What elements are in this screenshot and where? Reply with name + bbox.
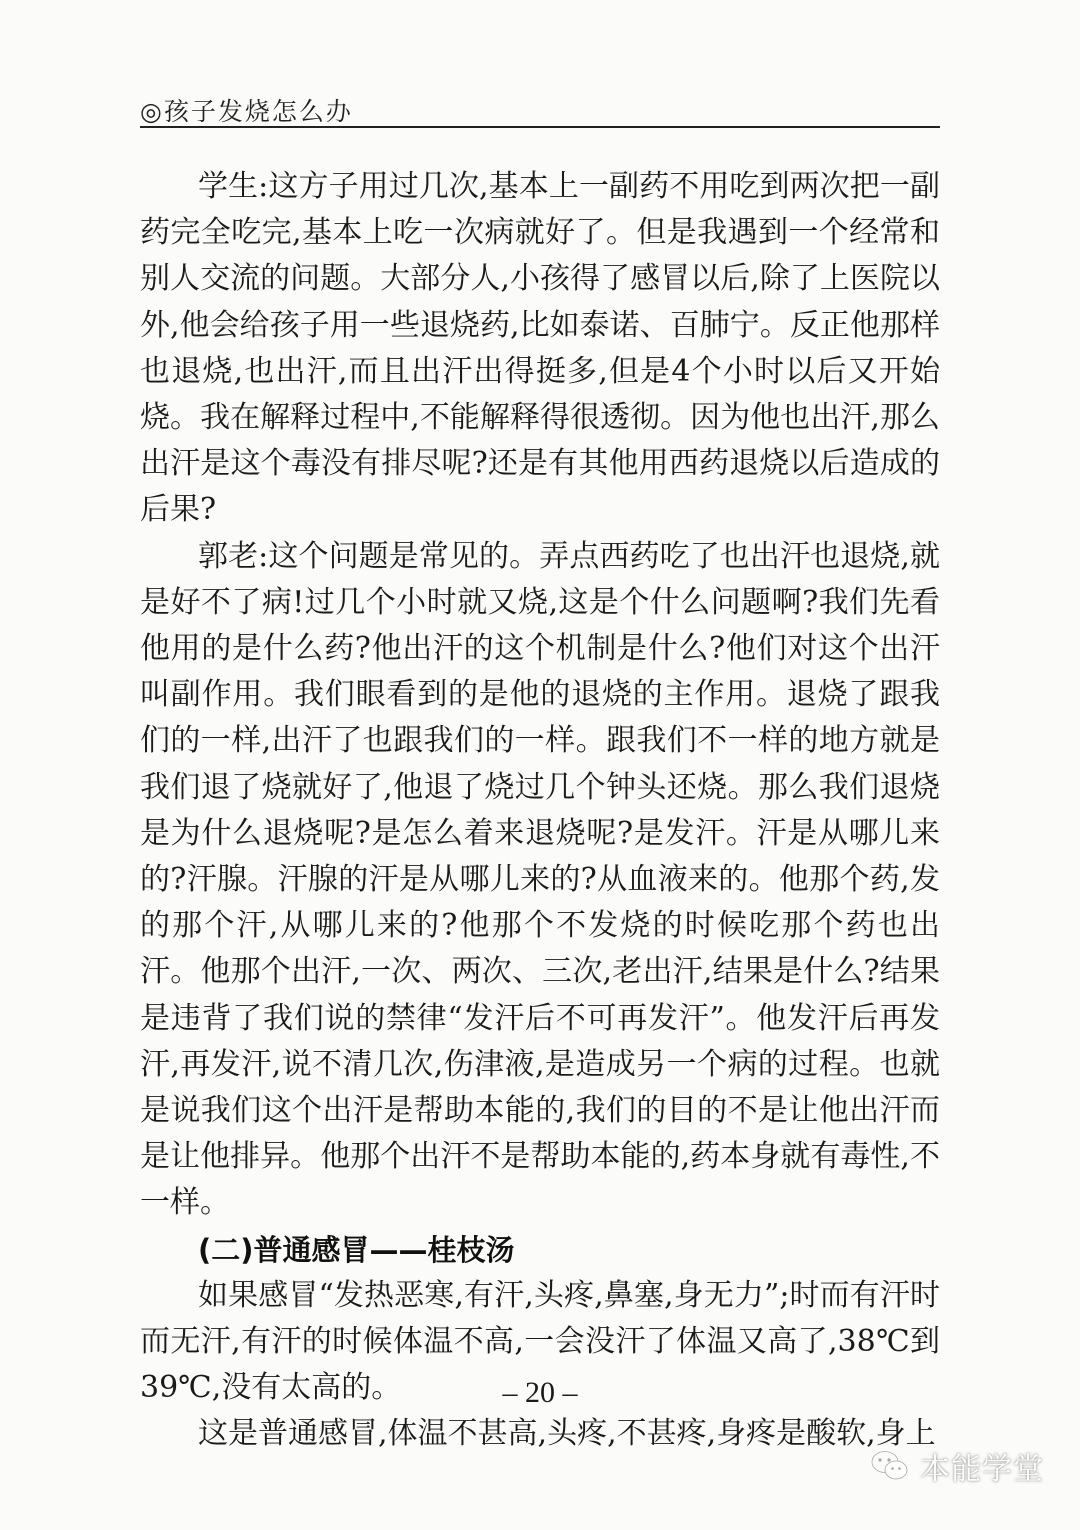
paragraph-guo-answer: 郭老:这个问题是常见的。弄点西药吃了也出汗也退烧,就是好不了病!过几个小时就又烧,这是个什么问题啊?我们先看他用的是什么药?他出汗的这个机制是什么?他们对这个出汗叫副作用。我们眼看到的是他的退烧的主作用。退烧了跟我们的一样,出汗了也跟我们的一样。跟我们不一样的地方就是我们退了烧就好了,他退了烧过几个钟头还烧。那么我们退烧是为什么退烧呢?是怎么着来退烧呢?是发汗。汗是从哪儿来的?汗腺。汗腺的汗是从哪儿来的?从血液来的。他那个药,发的那个汗,从哪儿来的?他那个不发烧的时候吃那个药也出汗。他那个出汗,一次、两次、三次,老出汗,结果是什么?结果是违背了我们说的禁律“发汗后不可再发汗”。他发汗后再发汗,再发汗,说不清几次,伤津液,是造成另一个病的过程。也就是说我们这个出汗是帮助本能的,我们的目的不是让他出汗而是让他排异。他那个出汗不是帮助本能的,药本身就有毒性,不一样。 (140, 538, 940, 1221)
page-body (140, 164, 940, 1458)
paragraph-common-cold: 这是普通感冒,体温不甚高,头疼,不甚疼,身疼是酸软,身上 (198, 1416, 936, 1452)
paragraph-student-question: 学生:这方子用过几次,基本上一副药不用吃到两次把一副药完全吃完,基本上吃一次病就好了。但是我遇到一个经常和别人交流的问题。大部分人,小孩得了感冒以后,除了上医院以外,他会给孩子用一些退烧药,比如泰诺、百肺宁。反正他那样也退烧,也出汗,而且出汗出得挺多,但是4个小时以后又开始烧。我在解释过程中,不能解释得很透彻。因为他也出汗,那么出汗是这个毒没有排尽呢?还是有其他用西药退烧以后造成的后果? (140, 169, 940, 528)
running-header: ◎孩子发烧怎么办 (140, 97, 353, 126)
watermark (870, 1444, 1044, 1488)
paragraph-symptoms: 如果感冒“发热恶寒,有汗,头疼,鼻塞,身无力”;时而有汗时而无汗,有汗的时候体温不高,一会没汗了体温又高了,38℃到39℃,没有太高的。 (140, 1277, 940, 1406)
watermark-text: 本能学堂 (920, 1452, 1044, 1487)
header-divider (140, 126, 940, 128)
section-heading: (二)普通感冒——桂枝汤 (198, 1232, 515, 1267)
page-number: – 20 – (502, 1376, 578, 1409)
wechat-icon (870, 1449, 910, 1483)
